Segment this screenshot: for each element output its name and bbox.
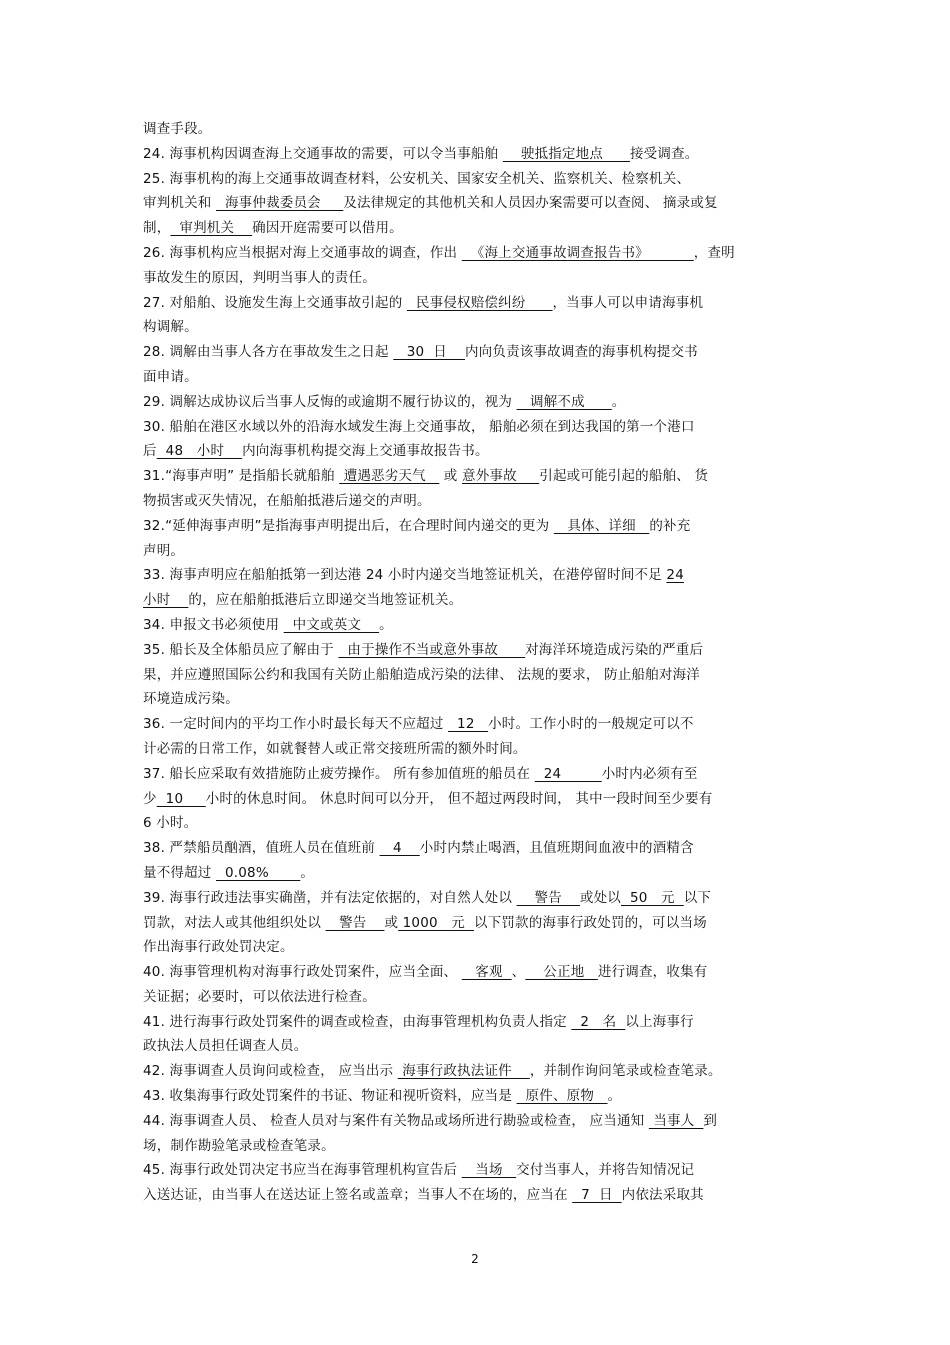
answer-blank: 7 日	[572, 1187, 622, 1204]
text-line	[143, 1183, 811, 1208]
text-segment: 以下罚款的海事行政处罚的，可以当场	[473, 914, 707, 931]
text-segment: 41. 进行海事行政处罚案件的调查或检查，由海事管理机构负责人指定	[143, 1013, 572, 1030]
answer-blank: 0.08%	[216, 864, 301, 881]
text-segment: 24. 海事机构因调查海上交通事故的需要，可以令当事船舶	[143, 145, 503, 162]
answer-blank: 调解不成	[516, 393, 612, 410]
text-line	[143, 1134, 811, 1159]
text-line	[143, 985, 811, 1010]
text-segment: 内向负责该事故调查的海事机构提交书	[464, 344, 698, 361]
text-line	[143, 1010, 811, 1035]
text-segment: 或	[439, 468, 462, 485]
text-line	[143, 439, 811, 464]
text-segment: 6 小时。	[143, 815, 198, 832]
text-segment: 43. 收集海事行政处罚案件的书证、物证和视听资料，应当是	[143, 1088, 517, 1105]
answer-blank: 4	[379, 840, 420, 857]
text-segment: 小时的休息时间。 休息时间可以分开， 但不超过两段时间， 其中一段时间至少要有	[205, 790, 713, 807]
text-line	[143, 167, 811, 192]
text-line	[143, 687, 811, 712]
text-segment: 事故发生的原因，判明当事人的责任。	[143, 269, 376, 286]
text-line	[143, 861, 811, 886]
text-segment: 场，制作勘验笔录或检查笔录。	[143, 1137, 335, 1154]
text-line	[143, 489, 811, 514]
text-segment: 、	[511, 964, 526, 981]
answer-blank: 10	[156, 790, 206, 807]
text-segment: 。	[607, 1088, 622, 1105]
answer-blank: 警告	[325, 914, 385, 931]
text-segment: 确因开庭需要可以借用。	[252, 220, 403, 237]
text-line	[143, 1158, 811, 1183]
text-segment: 少	[143, 790, 157, 807]
text-line	[143, 737, 811, 762]
text-line	[143, 539, 811, 564]
text-line	[143, 1034, 811, 1059]
text-segment: 42. 海事调查人员询问或检查， 应当出示	[143, 1063, 398, 1080]
answer-blank: 海事仲裁委员会	[216, 195, 344, 212]
text-segment: 28. 调解由当事人各方在事故发生之日起	[143, 344, 394, 361]
answer-blank: 具体、详细	[553, 517, 650, 534]
text-segment: 45. 海事行政处罚决定书应当在海事管理机构宣告后	[143, 1162, 462, 1179]
answer-blank: 驶抵指定地点	[502, 145, 630, 162]
answer-blank: 48 小时	[156, 443, 243, 460]
text-segment: 到	[703, 1112, 718, 1129]
text-segment: 制，	[143, 220, 171, 237]
text-line	[143, 712, 811, 737]
answer-blank: 《海上交通事故调查报告书》	[461, 244, 694, 261]
answer-blank: 1000 元	[398, 914, 474, 931]
text-segment: 35. 船长及全体船员应了解由于	[143, 641, 339, 658]
text-line	[143, 340, 811, 365]
text-line	[143, 142, 811, 167]
text-line	[143, 886, 811, 911]
answer-blank: 12	[448, 716, 489, 733]
text-segment: 32.“延伸海事声明”是指海事声明提出后，在合理时间内递交的更为	[143, 517, 554, 534]
text-segment: 量不得超过	[143, 864, 216, 881]
text-line	[143, 613, 811, 638]
answer-blank: 意外事故	[462, 468, 540, 485]
text-line	[143, 464, 811, 489]
answer-blank: 30 日	[393, 344, 465, 361]
answer-blank: 原件、原物	[516, 1088, 608, 1105]
answer-blank: 公正地	[525, 964, 598, 981]
text-segment: 及法律规定的其他机关和人员因办案需要可以查阅、 摘录或复	[343, 195, 718, 212]
text-line	[143, 390, 811, 415]
text-segment: 计必需的日常工作，如就餐替人或正常交接班所需的额外时间。	[143, 740, 527, 757]
text-segment: 面申请。	[143, 368, 198, 385]
answer-blank: 海事行政执法证件	[397, 1063, 530, 1080]
text-line	[143, 762, 811, 787]
text-line	[143, 960, 811, 985]
text-segment: 关证据；必要时，可以依法进行检查。	[143, 988, 376, 1005]
text-segment: 。	[611, 393, 626, 410]
text-segment: ，查明	[693, 244, 735, 261]
text-segment: 的补充	[649, 517, 691, 534]
text-segment: 或	[384, 914, 399, 931]
text-line	[143, 415, 811, 440]
text-segment: 30. 船舶在港区水域以外的沿海水域发生海上交通事故， 船舶必须在到达我国的第一个港口	[143, 418, 695, 435]
answer-blank: 由于操作不当或意外事故	[338, 641, 526, 658]
text-segment: 以下	[683, 889, 712, 906]
text-segment: 39. 海事行政违法事实确凿，并有法定依据的，对自然人处以	[143, 889, 517, 906]
text-segment: 交付当事人，并将告知情况记	[516, 1162, 695, 1179]
text-line	[143, 588, 811, 613]
text-line	[143, 1084, 811, 1109]
text-segment: 内向海事机构提交海上交通事故报告书。	[242, 443, 489, 460]
text-segment: 后	[143, 443, 157, 460]
text-line	[143, 1059, 811, 1084]
text-segment: 38. 严禁船员酗酒，值班人员在值班前	[143, 840, 380, 857]
text-segment: 果，并应遵照国际公约和我国有关防止船舶造成污染的法律、 法规的要求， 防止船舶对海洋	[143, 666, 700, 683]
text-line	[143, 315, 811, 340]
text-line	[143, 117, 811, 142]
text-line	[143, 266, 811, 291]
text-line	[143, 241, 811, 266]
text-line	[143, 365, 811, 390]
text-segment: 对海洋环境造成污染的严重后	[525, 641, 704, 658]
text-segment: 作出海事行政处罚决定。	[143, 939, 294, 956]
text-line	[143, 638, 811, 663]
text-segment: 构调解。	[143, 319, 198, 336]
text-segment: 小时。工作小时的一般规定可以不	[488, 716, 694, 733]
answer-blank: 24	[666, 567, 685, 584]
answer-blank: 客观	[461, 964, 512, 981]
text-segment: 33. 海事声明应在船舶抵第一到达港 24 小时内递交当地签证机关，在港停留时间不足	[143, 567, 667, 584]
text-segment: 政执法人员担任调查人员。	[143, 1038, 308, 1055]
text-segment: 40. 海事管理机构对海事行政处罚案件，应当全面、	[143, 964, 462, 981]
answer-blank: 警告	[516, 889, 580, 906]
text-segment: 27. 对船舶、设施发生海上交通事故引起的	[143, 294, 407, 311]
text-line	[143, 663, 811, 688]
text-segment: 环境造成污染。	[143, 691, 239, 708]
text-segment: 小时内禁止喝酒，且值班期间血液中的酒精含	[419, 840, 694, 857]
text-line	[143, 216, 811, 241]
text-segment: 34. 申报文书必须使用	[143, 616, 284, 633]
answer-blank: 审判机关	[170, 220, 253, 237]
text-line	[143, 1109, 811, 1134]
answer-blank: 中文或英文	[283, 616, 380, 633]
text-segment: 入送达证，由当事人在送达证上签名或盖章；当事人不在场的，应当在	[143, 1187, 573, 1204]
text-segment: 的，应在船舶抵港后立即递交当地签证机关。	[188, 592, 463, 609]
text-line	[143, 836, 811, 861]
text-segment: 31.“海事声明” 是指船长就船舶	[143, 468, 340, 485]
text-segment: 接受调查。	[629, 145, 699, 162]
text-segment: 物损害或灭失情况，在船舶抵港后递交的声明。	[143, 492, 431, 509]
text-line	[143, 911, 811, 936]
text-segment: ，并制作询问笔录或检查笔录。	[529, 1063, 722, 1080]
text-segment: 。	[300, 864, 315, 881]
answer-blank: 24	[534, 765, 602, 782]
answer-blank: 当事人	[648, 1112, 704, 1129]
text-segment: 罚款，对法人或其他组织处以	[143, 914, 326, 931]
text-line	[143, 811, 811, 836]
answer-blank: 50 元	[621, 889, 684, 906]
text-segment: 内依法采取其	[621, 1187, 704, 1204]
text-segment: 或处以	[579, 889, 622, 906]
text-segment: 26. 海事机构应当根据对海上交通事故的调查，作出	[143, 244, 462, 261]
text-line	[143, 563, 811, 588]
text-segment: ，当事人可以申请海事机	[552, 294, 704, 311]
text-segment: 29. 调解达成协议后当事人反悔的或逾期不履行协议的，视为	[143, 393, 517, 410]
text-segment: 。	[379, 616, 393, 633]
answer-blank: 遭遇恶劣天气	[339, 468, 440, 485]
text-segment: 调查手段。	[143, 121, 212, 137]
text-segment: 小时内必须有至	[601, 765, 698, 782]
text-line	[143, 514, 811, 539]
answer-blank: 当场	[461, 1162, 517, 1179]
text-line	[143, 787, 811, 812]
page-number: 2	[471, 1252, 479, 1266]
text-segment: 引起或可能引起的船舶、 货	[539, 468, 709, 485]
answer-blank: 2 名	[571, 1013, 626, 1030]
text-segment: 44. 海事调查人员、 检查人员对与案件有关物品或场所进行勘验或检查， 应当通知	[143, 1112, 649, 1129]
text-segment: 36. 一定时间内的平均工作小时最长每天不应超过	[143, 716, 449, 733]
text-segment: 声明。	[143, 542, 185, 559]
text-line	[143, 291, 811, 316]
text-line	[143, 935, 811, 960]
answer-blank: 民事侵权赔偿纠纷	[406, 294, 553, 311]
text-segment: 以上海事行	[625, 1013, 694, 1030]
text-segment: 进行调查，收集有	[597, 964, 708, 981]
text-line	[143, 191, 811, 216]
text-segment: 37. 船长应采取有效措施防止疲劳操作。 所有参加值班的船员在	[143, 765, 535, 782]
answer-blank: 小时	[143, 592, 189, 609]
text-segment: 审判机关和	[143, 195, 216, 212]
document-body	[143, 117, 811, 1208]
text-segment: 25. 海事机构的海上交通事故调查材料，公安机关、国家安全机关、监察机关、检察机关、	[143, 170, 691, 187]
